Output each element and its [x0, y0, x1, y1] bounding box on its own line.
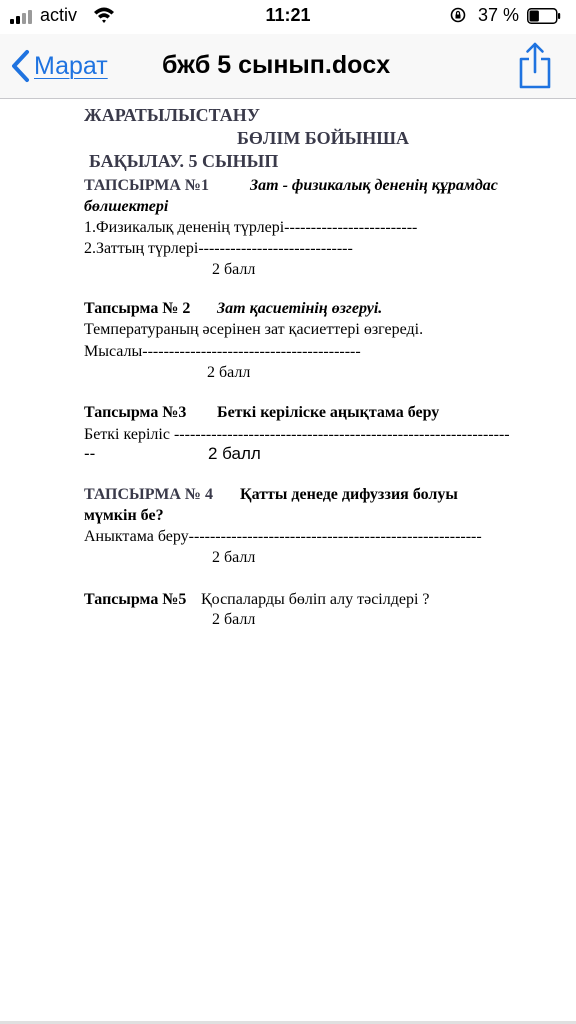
back-button-label: Марат [34, 51, 108, 80]
carrier-name: activ [40, 5, 78, 25]
chevron-left-icon [10, 49, 30, 83]
task4-score: 2 балл [212, 549, 256, 566]
heading-subject: ЖАРАТЫЛЫСТАНУ [84, 105, 260, 125]
battery-icon [527, 8, 561, 24]
task3-line1: Беткі керіліс --------------------------------------------------------------- [84, 426, 510, 443]
battery-percentage: 37 % [478, 5, 520, 25]
task1-line1: 1.Физикалық дененің түрлері------------------------- [84, 219, 418, 236]
orientation-lock-icon [450, 7, 466, 23]
task3-title: Беткі керіліске аңықтама беру [217, 404, 440, 421]
task4-title-cont: мүмкін бе? [84, 507, 164, 524]
task4-line1: Аныктама беру------------------------------------------------------- [84, 528, 482, 545]
task3-line2: -- [84, 444, 96, 463]
task5-score: 2 балл [212, 611, 256, 628]
task5-label: Тапсырма №5 [84, 591, 187, 608]
status-bar [0, 0, 576, 34]
share-icon[interactable] [516, 42, 554, 90]
task1-title: Зат - физикалық дененің құрамдас [250, 177, 498, 194]
clock: 11:21 [265, 5, 311, 25]
task1-score: 2 балл [212, 261, 256, 278]
task3-label: Тапсырма №3 [84, 404, 187, 421]
task2-label: Тапсырма № 2 [84, 300, 191, 317]
task4-label: ТАПСЫРМА № 4 [84, 486, 213, 503]
task5-question: Қоспаларды бөліп алу тәсілдері ? [201, 591, 430, 608]
task2-title: Зат қасиетінің өзгеруі. [217, 300, 383, 317]
document-title: бжб 5 сынып.docx [162, 51, 391, 79]
task2-score: 2 балл [207, 364, 251, 381]
task2-line1: Температураның әсерінен зат қасиеттері өзгереді. [84, 321, 424, 338]
task3-score: 2 балл [208, 444, 261, 463]
navigation-bar [0, 34, 576, 99]
task4-title: Қатты денеде дифуззия болуы [240, 486, 458, 503]
task2-line2: Мысалы----------------------------------------- [84, 343, 361, 360]
heading-section: БӨЛІМ БОЙЫНША [237, 128, 410, 148]
task1-line2: 2.Заттың түрлері----------------------------- [84, 240, 353, 257]
back-button[interactable] [10, 46, 108, 86]
heading-grade: БАҚЫЛАУ. 5 СЫНЫП [89, 151, 279, 171]
task1-label: ТАПСЫРМА №1 [84, 177, 209, 194]
task1-title-cont: бөлшектері [84, 198, 169, 215]
document-body [0, 99, 576, 1021]
